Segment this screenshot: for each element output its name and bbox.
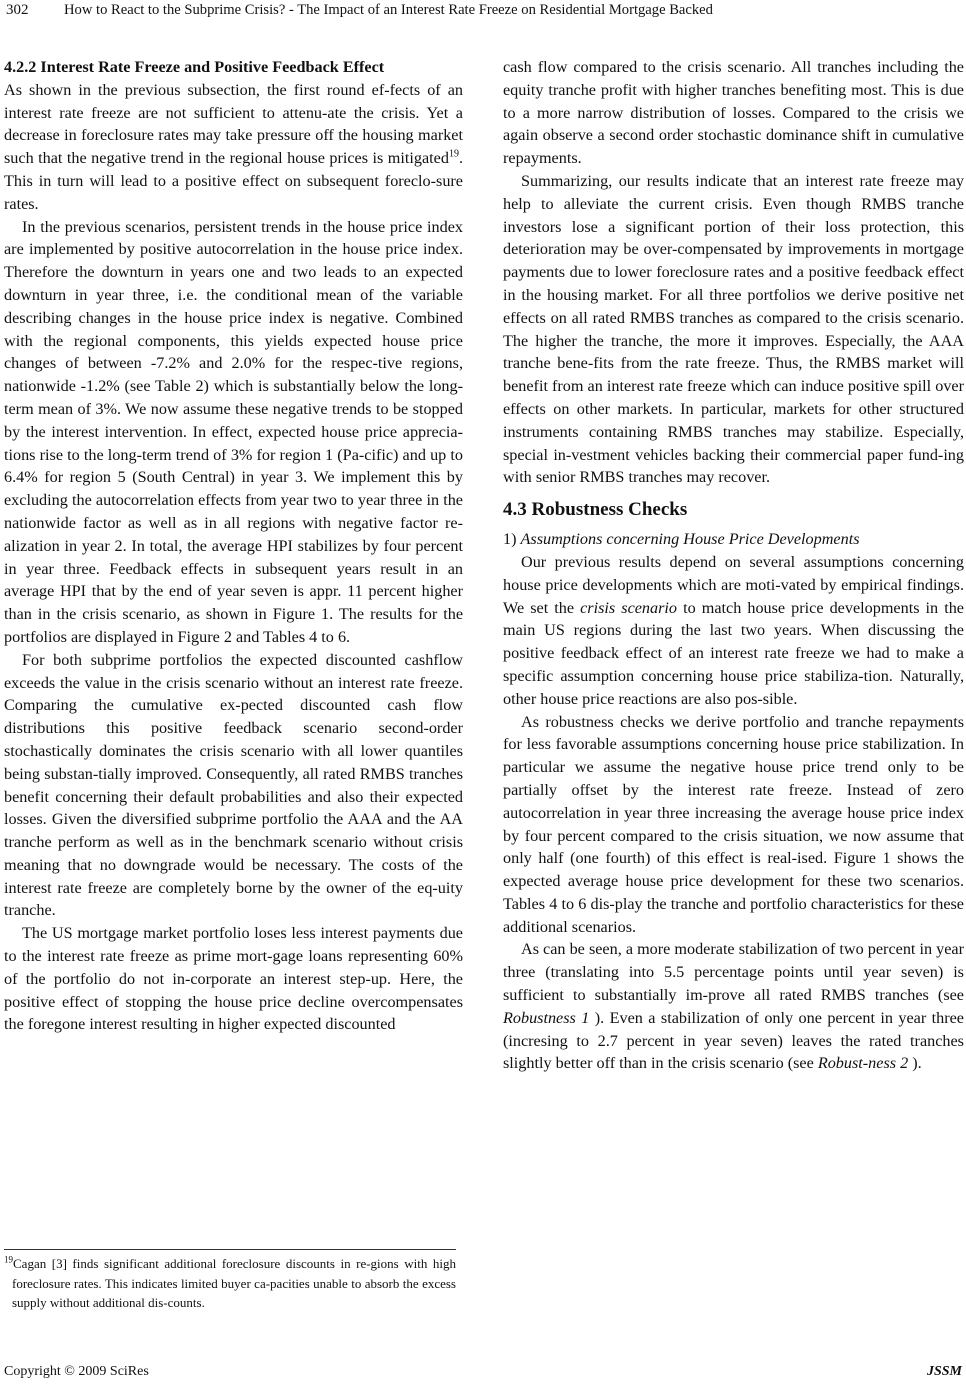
paragraph-text: As can be seen, a more moderate stabilization of two percent in year three (translating into 5.5 percentage points until year seven) is sufficient to substantially im-prove all rated RMBS tranches (see [503,940,964,1005]
footnote [4,1254,456,1313]
paragraph: As robustness checks we derive portfolio and tranche repayments for less favorable assumptions concerning house price stabilization. In particular we assume the negative house price trend only to be partially offset by the interest rate freeze. Instead of zero autocorrelation in year three increasing the average house price index by four percent compared to the crisis situation, we now assume that only half (one fourth) of this effect is real-ised. Figure 1 shows the expected average house price development for these two scenarios. Tables 4 to 6 dis-play the tranche and portfolio characteristics for these additional scenarios. [503,712,964,936]
emphasis: Robustness 1 [503,1008,590,1027]
paragraph-text: ). Even a stabilization of only one percent in year three (incresing to 2.7 percent in year seven) leaves the rated tranches slightly better off than in the crisis scenario (see [503,1008,964,1073]
paragraph [503,938,964,1075]
paragraph-text: As shown in the previous subsection, the first round ef-fects of an interest rate freeze are not sufficient to attenu-ate the crisis. Yet a decrease in foreclosure rates may take pressure off the housing market such that the negative trend in the regional house prices is mitigated [4,80,463,168]
item-title: Assumptions concerning House Price Developments [520,530,860,549]
paragraph: The US mortgage market portfolio loses less interest payments due to the interest rate freeze as prime mort-gage loans representing 60% of the portfolio do not in-corporate an interest step-up. Here, the positive effect of stopping the house price decline overcompensates the foregone interest resulting in higher expected discounted [4,924,463,1034]
paragraph: Summarizing, our results indicate that an interest rate freeze may help to alleviate the current crisis. Even though RMBS tranche investors lose a significant portion of their loss protection, this deterioration may be over-compensated by improvements in mortgage payments due to lower foreclosure rates and a positive feedback effect in the housing market. For all three portfolios we derive positive net effects on all rated RMBS tranches as compared to the crisis scenario. The higher the tranche, the more it improves. Especially, the AAA tranche bene-fits from the rate freeze. Thus, the RMBS market will benefit from an interest rate freeze which can induce positive spill over effects on other markets. In particular, markets for other structured instruments containing RMBS tranches may stabilize. Especially, special in-vestment vehicles backing their commercial paper fund-ing with senior RMBS tranches may recover. [503,171,964,487]
footnote-divider [4,1249,456,1250]
running-title: How to React to the Subprime Crisis? - The Impact of an Interest Rate Freeze on Residential Mortgage Backed [64,2,713,18]
page-header [0,0,966,26]
footnote-body: Cagan [3] finds significant additional foreclosure discounts in re-gions with high foreclosure rates. This indicates limited buyer ca-pacities unable to absorb the excess supply without additional dis-counts. [12,1256,456,1311]
paragraph [503,551,964,711]
paragraph-text: . This in turn will lead to a positive effect on subsequent foreclo-sure rates. [4,149,463,213]
section-title: 4.3 Robustness Checks [503,499,688,521]
paragraph-text: to match house price developments in the main US regions during the last two years. When discussing the positive feedback effect of an interest rate freeze we had to make a specific assumption concerning house price stabiliza-tion. Naturally, other house price reactions are also pos-sible. [503,598,964,708]
right-column [503,56,964,1075]
copyright-notice: Copyright © 2009 SciRes [4,1364,149,1379]
paragraph: In the previous scenarios, persistent trends in the house price index are implemented by positive autocorrelation in the house price index. Therefore the downturn in years one and two leads to an expected downturn in year three, i.e. the conditional mean of the variable describing changes in the house price index is negative. Combined with the regional components, this yields expected house price changes of between -7.2% and 2.0% for the respec-tive regions, nationwide -1.2% (see Table 2) which is substantially below the long-term mean of 3%. We now assume these negative trends to be stopped by the interest intervention. In effect, expected house price apprecia-tions rise to the long-term trend of 3% for region 1 (Pa-cific) and up to 6.4% for region 5 (South Central) in year 3. We implement this by excluding the autocorrelation effects from year two to year three in the nationwide factor as well as in all regions with negative factor re-alization in year 2. In total, the average HPI stabilizes by four percent in year three. Feedback effects in subsequent years result in an average HPI that by the end of year seven is appr. 11 percent higher than in the crisis scenario, as shown in Figure 1. The results for the portfolios are displayed in Figure 2 and Tables 4 to 6. [4,217,463,646]
left-column [4,56,463,1036]
journal-abbreviation: JSSM [926,1364,962,1379]
paragraph: For both subprime portfolios the expected discounted cashflow exceeds the value in the crisis scenario without an interest rate freeze. Comparing the cumulative ex-pected discounted cash flow distributions this positive feedback scenario second-order stochastically dominates the crisis scenario with all lower quantiles being substan-tially improved. Consequently, all rated RMBS tranches benefit concerning their default probabilities and also their expected losses. Given the diversified subprime portfolio the AAA and the AA tranche perform as well as in the benchmark scenario without crisis meaning that no downgrade would be necessary. The costs of the interest rate freeze are completely borne by the owner of the eq-uity tranche. [4,650,463,920]
paragraph: cash flow compared to the crisis scenario. All tranches including the equity tranche profit with higher tranches benefiting most. This is due to a more narrow distribution of losses. Compared to the crisis we again observe a second order stochastic dominance shift in cumulative repayments. [503,58,964,168]
paragraph-text: ). [908,1054,922,1073]
subsection-item [503,528,964,551]
emphasis: Robust-ness 2 [817,1054,909,1073]
footnote-ref: 19 [448,148,459,160]
paragraph-text: Our previous results depend on several assumptions concerning house price developments which are moti-vated by empirical findings. We set the [503,552,964,617]
emphasis: crisis scenario [580,598,678,617]
item-number: 1) [503,530,521,549]
page-number: 302 [6,2,29,18]
subsection-title: 4.2.2 Interest Rate Freeze and Positive Feedback Effect [4,58,385,76]
paragraph [4,79,463,216]
footnote-marker: 19 [4,1254,13,1265]
footnote-text [4,1254,456,1313]
